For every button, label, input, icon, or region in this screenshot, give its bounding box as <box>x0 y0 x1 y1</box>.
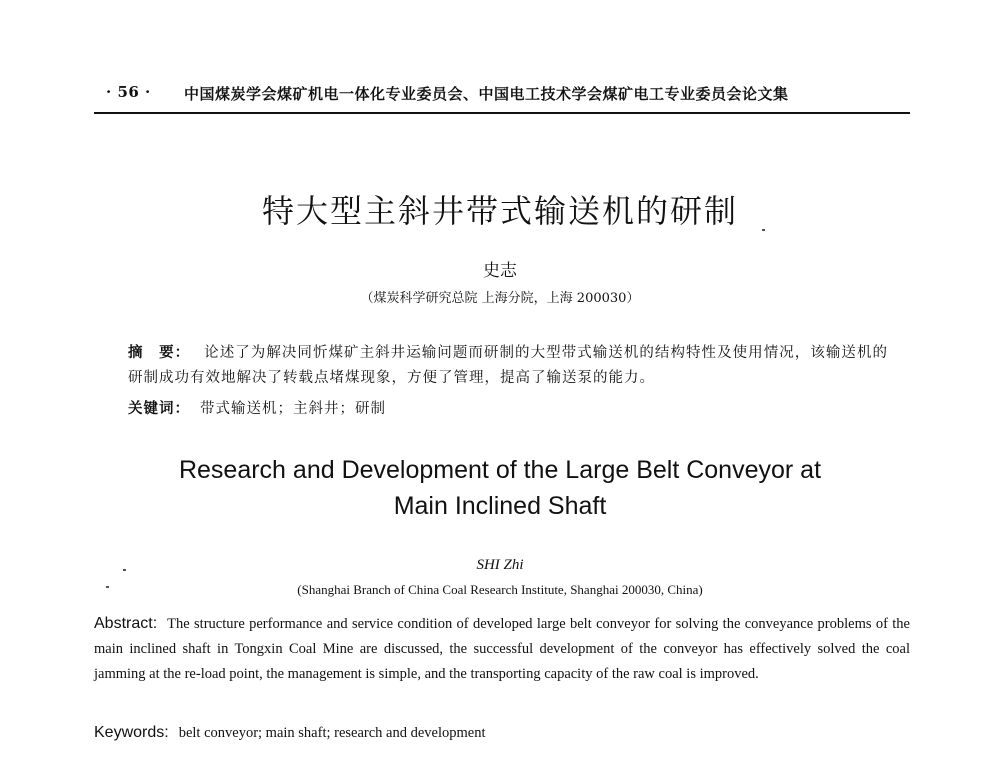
header-rule <box>94 112 910 114</box>
running-header <box>94 83 910 109</box>
chinese-title: 特大型主斜井带式输送机的研制 <box>261 192 738 230</box>
english-title-line-1: Research and Development of the Large Belt Conveyor at <box>178 456 822 484</box>
chinese-abstract-text: 论述了为解决同忻煤矿主斜井运输问题而研制的大型带式输送机的结构特性及使用情况，该输送机的研制成功有效地解决了转载点堵煤现象，方便了管理，提高了输送泵的能力。 <box>128 345 888 386</box>
english-author: SHI Zhi <box>476 557 524 573</box>
english-abstract-text: The structure performance and service condition of developed large belt conveyor for solving the conveyance problems of the main inclined shaft in Tongxin Coal Mine are discussed, the successful development of the conveyor has effectively solved the coal jamming at the re-load point, the management is simple, and the transporting capacity of the raw coal is improved. <box>94 616 910 682</box>
scan-speck <box>123 569 126 571</box>
scan-speck <box>762 229 765 231</box>
chinese-abstract <box>128 341 888 391</box>
chinese-keywords-label: 关键词： <box>128 401 190 417</box>
english-keywords <box>94 724 910 742</box>
english-abstract <box>94 611 910 687</box>
chinese-author: 史志 <box>483 261 517 281</box>
english-title <box>130 452 870 524</box>
chinese-abstract-label: 摘 要： <box>128 345 191 361</box>
page-number: · 56 · <box>106 83 151 101</box>
english-abstract-label: Abstract: <box>94 615 158 632</box>
chinese-affiliation: （煤炭科学研究总院 上海分院，上海 200030） <box>360 291 640 306</box>
english-keywords-label: Keywords: <box>94 724 169 741</box>
chinese-keywords <box>128 397 888 418</box>
english-keywords-text: belt conveyor; main shaft; research and development <box>178 725 486 741</box>
chinese-keywords-text: 带式输送机；主斜井；研制 <box>200 401 386 417</box>
journal-title: 中国煤炭学会煤矿机电一体化专业委员会、中国电工技术学会煤矿电工专业委员会论文集 <box>184 85 789 103</box>
scan-speck <box>106 586 109 588</box>
english-affiliation: (Shanghai Branch of China Coal Research Institute, Shanghai 200030, China) <box>297 582 703 597</box>
english-title-line-2: Main Inclined Shaft <box>393 492 607 520</box>
